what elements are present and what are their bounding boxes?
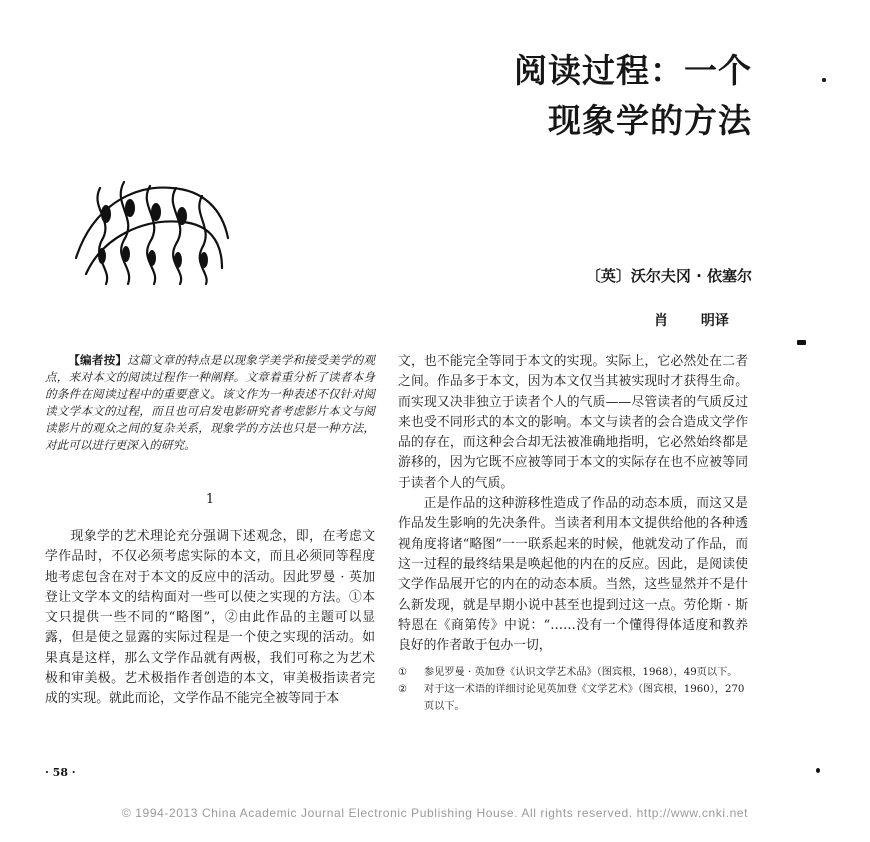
footnote-mark: ①: [398, 667, 408, 679]
translator-role: 译: [714, 313, 729, 329]
section-number: 1: [205, 492, 215, 507]
title-line-1: 阅读过程：一个: [514, 51, 752, 90]
editor-note-text: 这篇文章的特点是以现象学美学和接受美学的观点，来对本文的阅读过程作一种阐释。文章着重分析了读者本身的条件在阅读过程中的重要意义。该文作为一种表述不仅针对阅读文学本文的过程，而且也可启发电影研究者考虑影片本文与阅读影片的观众之间的复杂关系，现象学的方法也只是一种方法，对此可以进行更深入的研究。: [45, 353, 375, 452]
right-column: [398, 352, 748, 715]
body-paragraph-2: 文，也不能完全等同于本文的实现。实际上，它必然处在二者之间。作品多于本文，因为本文仅当其被实现时才获得生命。而实现又决非独立于读者个人的气质——尽管读者的气质反过来也受不同形式的本文的影响。本文与读者的会合造成文学作品的存在，而这种会合却无法被准确地指明，它必然始终都是游移的，因为它既不应被等同于本文的实际存在也不应被等同于读者个人的气质。: [398, 354, 748, 491]
scan-speck: [797, 340, 806, 345]
body-paragraph-1: 现象学的艺术理论充分强调下述观念，即，在考虑文学作品时，不仅必须考虑实际的本文，而且必须同等程度地考虑包含在对于本文的反应中的活动。因此罗曼 · 英加登让文学本文的结构面对一些可以使之实现的方法。①本文只提供一些不同的“略图”，②由此作品的主题可以显露，但是使之显露的实际过程是一个使之实现的活动。如果真是这样，那么文学作品就有两极，我们可称之为艺术极和审美极。艺术极指作者创造的本文，审美极指读者完成的实现。就此而论，文学作品不能完全被等同于本: [45, 529, 375, 707]
footnote-text: 对于这一术语的详细讨论见英加登《文学艺术》（图宾根，1960），270页以下。: [424, 684, 745, 713]
footnote-2: [398, 681, 748, 715]
footnote-1: [398, 664, 748, 681]
scan-speck: [822, 78, 826, 82]
title-line-2: 现象学的方法: [548, 101, 752, 140]
copyright-footer: © 1994-2013 China Academic Journal Electronic Publishing House. All rights reserved. http://www.cnki.net: [121, 806, 749, 820]
decorative-ornament-icon: [72, 178, 232, 288]
page-number: · 58 ·: [45, 766, 76, 779]
footnotes: [398, 664, 748, 715]
translator-name: 肖 明: [654, 313, 715, 329]
footnote-mark: ②: [398, 684, 408, 696]
translator-credit: [654, 310, 729, 330]
body-paragraph-3: 正是作品的这种游移性造成了作品的动态本质，而这又是作品发生影响的先决条件。当读者利用本文提供给他的各种透视角度将诸“略图”一一联系起来的时候，他就发动了作品，而这一过程的最终结果是唤起他的内在的反应。因此，是阅读使文学作品展开它的内在的动态本质。当然，这些显然并不是什么新发现，就是早期小说中甚至也提到过这一点。劳伦斯 · 斯特恩在《商第传》中说：“……没有一个懂得得体适度和教养良好的作者敢于包办一切，: [398, 496, 748, 654]
author-name: 〔英〕沃尔夫冈 · 依塞尔: [585, 267, 752, 285]
editor-note: [45, 352, 375, 454]
editor-note-label: 【编者按】: [68, 353, 128, 367]
left-column: [45, 352, 375, 710]
article-title: [514, 46, 752, 146]
scan-speck: [816, 768, 820, 773]
footnote-text: 参见罗曼 · 英加登《认识文学艺术品》（图宾根，1968），49页以下。: [424, 667, 738, 679]
